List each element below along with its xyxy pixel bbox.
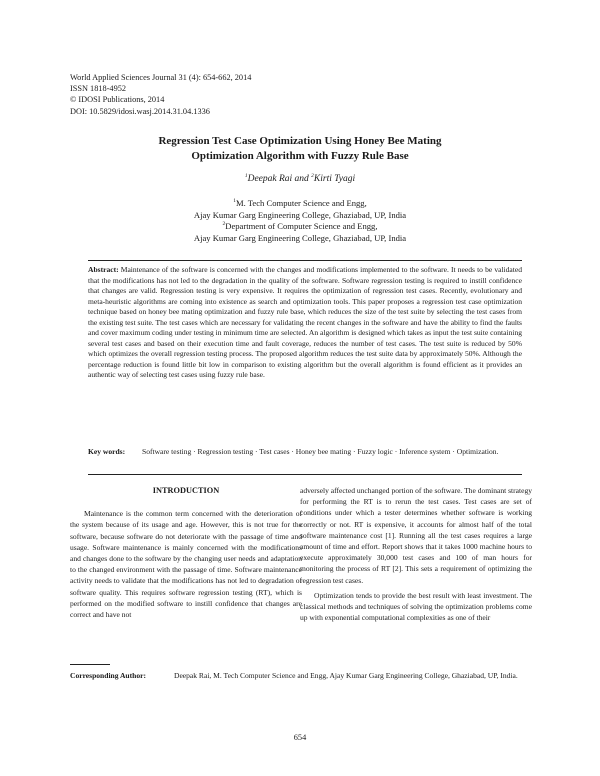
issn-line: ISSN 1818-4952 [70,84,127,94]
introduction-paragraph-1-continued: adversely affected unchanged portion of the software. The dominant strategy for performing the RT is to rerun the test cases. Test cases are set of conditions under which a tester determines whether software is working correctly or not. RT is expensive, it accounts for almost half of the total software maintenance cost [1]. Running all the test cases requires a large amount of time and effort. Report shows that it takes 1000 machine hours to execute approximately 30,000 test cases and 100 of man hours for monitoring the process of RT [2]. This sets a requirement of optimizing the regression test cases. [300,486,532,585]
affiliation-2-line-1: $^2$Department of Computer Science and Engg, [222,221,378,232]
introduction-heading: INTRODUCTION [152,486,220,495]
publisher-line: © IDOSI Publications, 2014 [70,95,165,105]
author-2-affiliation-mark: 2 [311,172,314,179]
keywords-label: Key words: [88,447,126,456]
keywords [88,447,522,458]
abstract-text: Maintenance of the software is concerned with the changes and modifications implemented to the software. It needs to be validated that the modifications has not led to the degradation in the quality of the software. Software regression testing is required to instill confidence that changes are valid. Regression testing is very expensive. It requires the optimization of regression test cases. Recently, evolutionary and meta-heuristic algorithms are coming into existence as search and optimization tools. This paper proposes a regression test case optimization technique based on honey bee mating optimization and fuzzy rule base, which reduces the size of the test suite by selecting the test cases from the existing test suite. The test cases which are necessary for validating the recent changes in the software and have the ability to find the faults and cover maximum coding under testing in minimum time are selected. An algorithm is designed which takes as input the test suite containing several test cases and based on their execution time and fault coverage, reduces the number of test cases. The test suite is reduced by 50% which optimizes the overall regression testing process. The proposed algorithm reduces the test suite data by approximately 50%. Although the percentage reduction is found little bit low in comparison to existing algorithm but the overall algorithm is found efficient as it provides an authentic way of selecting test cases using fuzzy rule base. [88,265,522,380]
affiliation-2-mark: 2 [222,221,226,228]
author-separator: and [292,174,312,184]
right-column [300,485,532,623]
author-1: Deepak Rai [247,174,293,184]
corresponding-author-label: Corresponding Author: [70,671,146,680]
author-1-affiliation-mark: 1 [244,172,248,179]
affiliation-1-line-2: Ajay Kumar Garg Engineering College, Ghaziabad, UP, India [193,209,407,220]
left-column [70,485,302,620]
journal-citation [70,72,370,117]
introduction-paragraph-2: Optimization tends to provide the best result with least investment. The classical methods and techniques of solving the optimization problems come up with exponential computational complexities as one of their [300,590,532,623]
abstract-top-rule [88,260,522,261]
abstract [88,265,522,381]
corresponding-author-text: Deepak Rai, M. Tech Computer Science and Engg, Ajay Kumar Garg Engineering College, Ghaziabad, UP, India. [174,671,518,680]
paper-title [60,134,540,164]
author-2: Kirti Tyagi [313,174,356,184]
affiliation-1-mark: 1 [233,198,236,205]
title-line-2: Optimization Algorithm with Fuzzy Rule Base [191,150,409,162]
abstract-label: Abstract: [88,265,119,274]
affiliations [60,198,540,244]
introduction-paragraph-1: Maintenance is the common term concerned with the deterioration of the system because of its usage and age. However, this is not true for the software, because software do not deteriorate with the passage of time and usage. Software maintenance is mainly concerned with the modifications and changes done to the software by the changing user needs and adaptation to the changed environment with the passage of time. Software maintenance activity needs to validate that the modifications has not led to degradation of software quality. This requires software regression testing (RT), which is performed on the modified software to instill confidence that changes are correct and have not [70,509,302,620]
keywords-text: Software testing · Regression testing · Test cases · Honey bee mating · Fuzzy logic · Inference system · Optimization. [142,447,499,456]
author-list [60,174,540,184]
page-number: 654 [293,733,307,742]
affiliation-2-line-2: Ajay Kumar Garg Engineering College, Ghaziabad, UP, India [193,232,407,243]
title-line-1: Regression Test Case Optimization Using Honey Bee Mating [158,135,442,147]
doi-line: DOI: 10.5829/idosi.wasj.2014.31.04.1336 [70,106,210,116]
abstract-bottom-rule [88,474,522,475]
affiliation-1-line-1: $^1$M. Tech Computer Science and Engg, [233,198,367,208]
footnote-rule [70,664,110,665]
journal-name-line: World Applied Sciences Journal 31 (4): 654-662, 2014 [70,73,252,82]
